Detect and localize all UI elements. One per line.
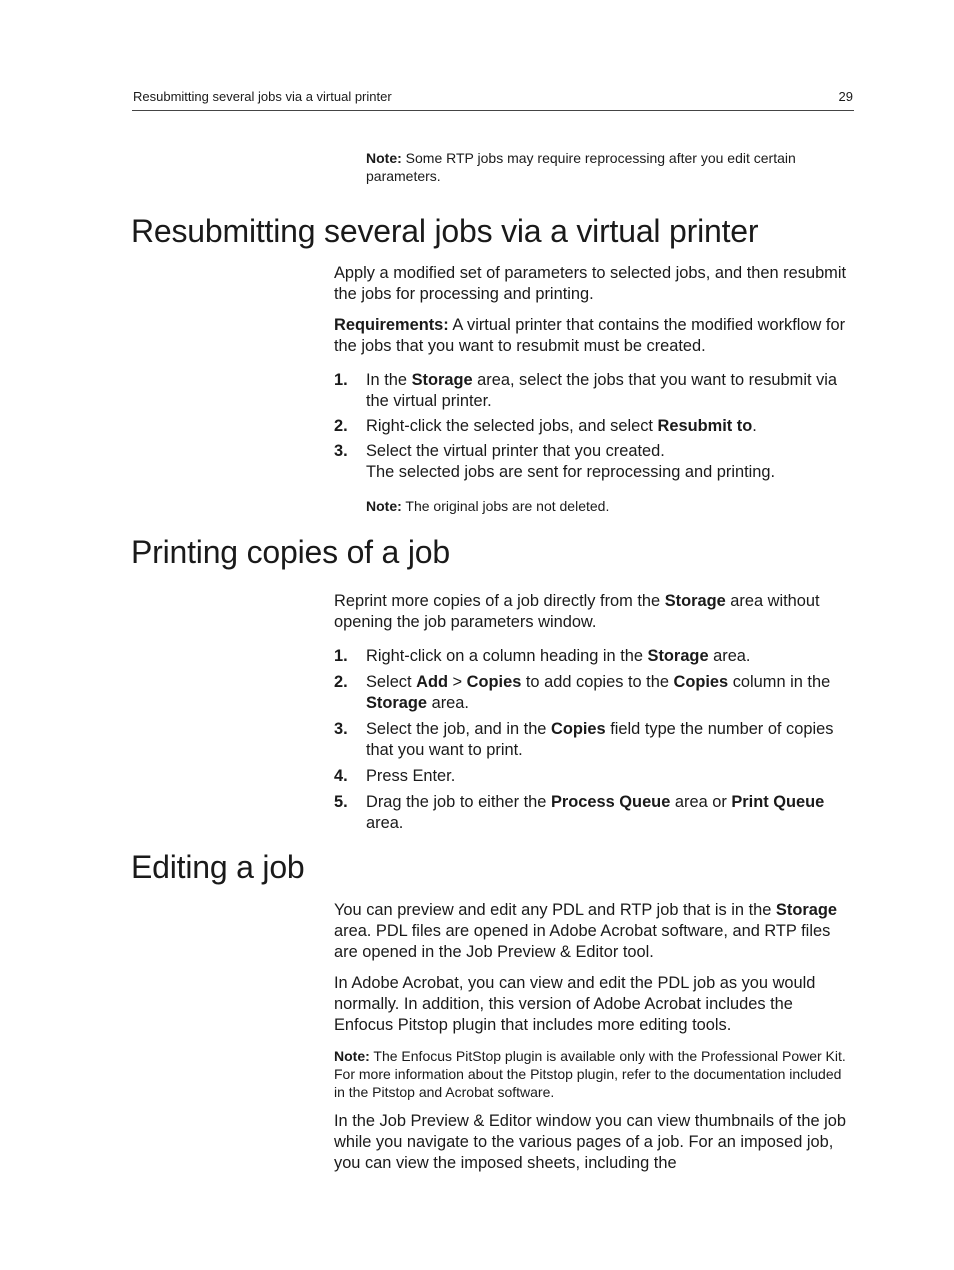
- step-text: Press Enter.: [366, 767, 456, 785]
- step-bold: Add: [416, 673, 448, 691]
- list-item: [334, 792, 856, 834]
- section-printing-body: [334, 591, 856, 834]
- step-bold: Copies: [550, 720, 606, 738]
- step-text: In the: [366, 371, 412, 389]
- intro-paragraph: Apply a modified set of parameters to selected jobs, and then resubmit the jobs for processing and printing.: [334, 264, 847, 303]
- step-bold: Copies: [466, 673, 522, 691]
- section-resubmitting-body: [334, 263, 856, 483]
- step-number: 2.: [334, 673, 348, 691]
- list-item: [334, 416, 856, 437]
- step-number: 3.: [334, 442, 348, 460]
- note-text: Some RTP jobs may require reprocessing after you edit certain parameters.: [366, 150, 796, 184]
- note-label: Note:: [334, 1048, 370, 1064]
- list-item: [334, 672, 856, 714]
- step-text: Select the job, and in the: [366, 720, 551, 738]
- step-bold: Copies: [673, 673, 729, 691]
- requirements-label: Requirements:: [334, 316, 449, 334]
- paragraph: In Adobe Acrobat, you can view and edit the PDL job as you would normally. In addition, this version of Adobe Acrobat includes the Enfocus Pitstop plugin that includes more editing tools.: [334, 974, 816, 1034]
- list-item: [334, 719, 856, 761]
- paragraph-bold: Storage: [775, 901, 837, 919]
- note-text: The original jobs are not deleted.: [401, 498, 610, 514]
- step-text: area, select the jobs that you want to resubmit via the virtual printer.: [366, 371, 838, 410]
- running-header: [132, 88, 854, 111]
- note-label: Note:: [366, 150, 402, 166]
- intro-text: area without opening the job parameters window.: [334, 592, 820, 631]
- step-text: .: [752, 417, 757, 435]
- step-text: Right-click the selected jobs, and select: [366, 417, 658, 435]
- resubmit-steps: [334, 370, 856, 483]
- step-text: Drag the job to either the: [366, 793, 551, 811]
- step-text: area.: [366, 814, 404, 832]
- section-title-printing-copies: Printing copies of a job: [131, 534, 450, 570]
- section-note: [366, 497, 854, 515]
- section-title-editing-job: Editing a job: [131, 849, 305, 885]
- paragraph-text: You can preview and edit any PDL and RTP job that is in the: [334, 901, 776, 919]
- page-number: 29: [838, 89, 853, 104]
- step-text: Right-click on a column heading in the: [366, 647, 648, 665]
- step-number: 1.: [334, 647, 348, 665]
- note-text: The Enfocus PitStop plugin is available only with the Professional Power Kit. For more information about the Pitstop plugin, refer to the documentation included in the Pitstop and Acrobat software.: [334, 1048, 846, 1100]
- step-text: Select the virtual printer that you created.: [366, 442, 665, 460]
- step-bold: Process Queue: [550, 793, 671, 811]
- step-number: 2.: [334, 417, 348, 435]
- top-note: [366, 149, 854, 185]
- step-bold: Storage: [647, 647, 709, 665]
- step-text: >: [447, 673, 467, 691]
- step-text: to add copies to the: [521, 673, 674, 691]
- intro-paragraph: [334, 591, 856, 633]
- step-result: The selected jobs are sent for reprocessing and printing.: [366, 463, 776, 481]
- section-title-resubmitting: Resubmitting several jobs via a virtual printer: [131, 213, 759, 249]
- step-text: field type the number of copies that you want to print.: [366, 720, 834, 759]
- step-text: Select: [366, 673, 417, 691]
- list-item: [334, 370, 856, 412]
- step-number: 1.: [334, 371, 348, 389]
- copies-steps: [334, 646, 856, 834]
- step-bold: Resubmit to: [657, 417, 753, 435]
- intro-bold: Storage: [664, 592, 726, 610]
- section-editing-body: [334, 900, 856, 1174]
- step-number: 4.: [334, 767, 348, 785]
- step-bold: Print Queue: [731, 793, 825, 811]
- step-bold: Storage: [411, 371, 473, 389]
- step-number: 3.: [334, 720, 348, 738]
- requirements-text: A virtual printer that contains the modified workflow for the jobs that you want to resubmit must be created.: [334, 316, 846, 355]
- step-text: area.: [427, 694, 469, 712]
- paragraph: [334, 900, 856, 963]
- intro-text: Reprint more copies of a job directly from the: [334, 592, 665, 610]
- step-number: 5.: [334, 793, 348, 811]
- paragraph: In the Job Preview & Editor window you can view thumbnails of the job while you navigate to the various pages of a job. For an imposed job, you can view the imposed sheets, including the: [334, 1112, 847, 1172]
- step-text: area.: [708, 647, 751, 665]
- list-item: [334, 766, 856, 787]
- requirements-paragraph: [334, 315, 856, 357]
- note-label: Note:: [366, 498, 402, 514]
- section-note: [334, 1047, 856, 1101]
- paragraph-text: area. PDL files are opened in Adobe Acrobat software, and RTP files are opened in the Job Preview & Editor tool.: [334, 922, 831, 961]
- list-item: [334, 646, 856, 667]
- step-text: column in the: [728, 673, 831, 691]
- header-title: Resubmitting several jobs via a virtual printer: [133, 89, 392, 104]
- list-item: [334, 441, 856, 483]
- step-text: area or: [670, 793, 732, 811]
- step-bold: Storage: [366, 694, 428, 712]
